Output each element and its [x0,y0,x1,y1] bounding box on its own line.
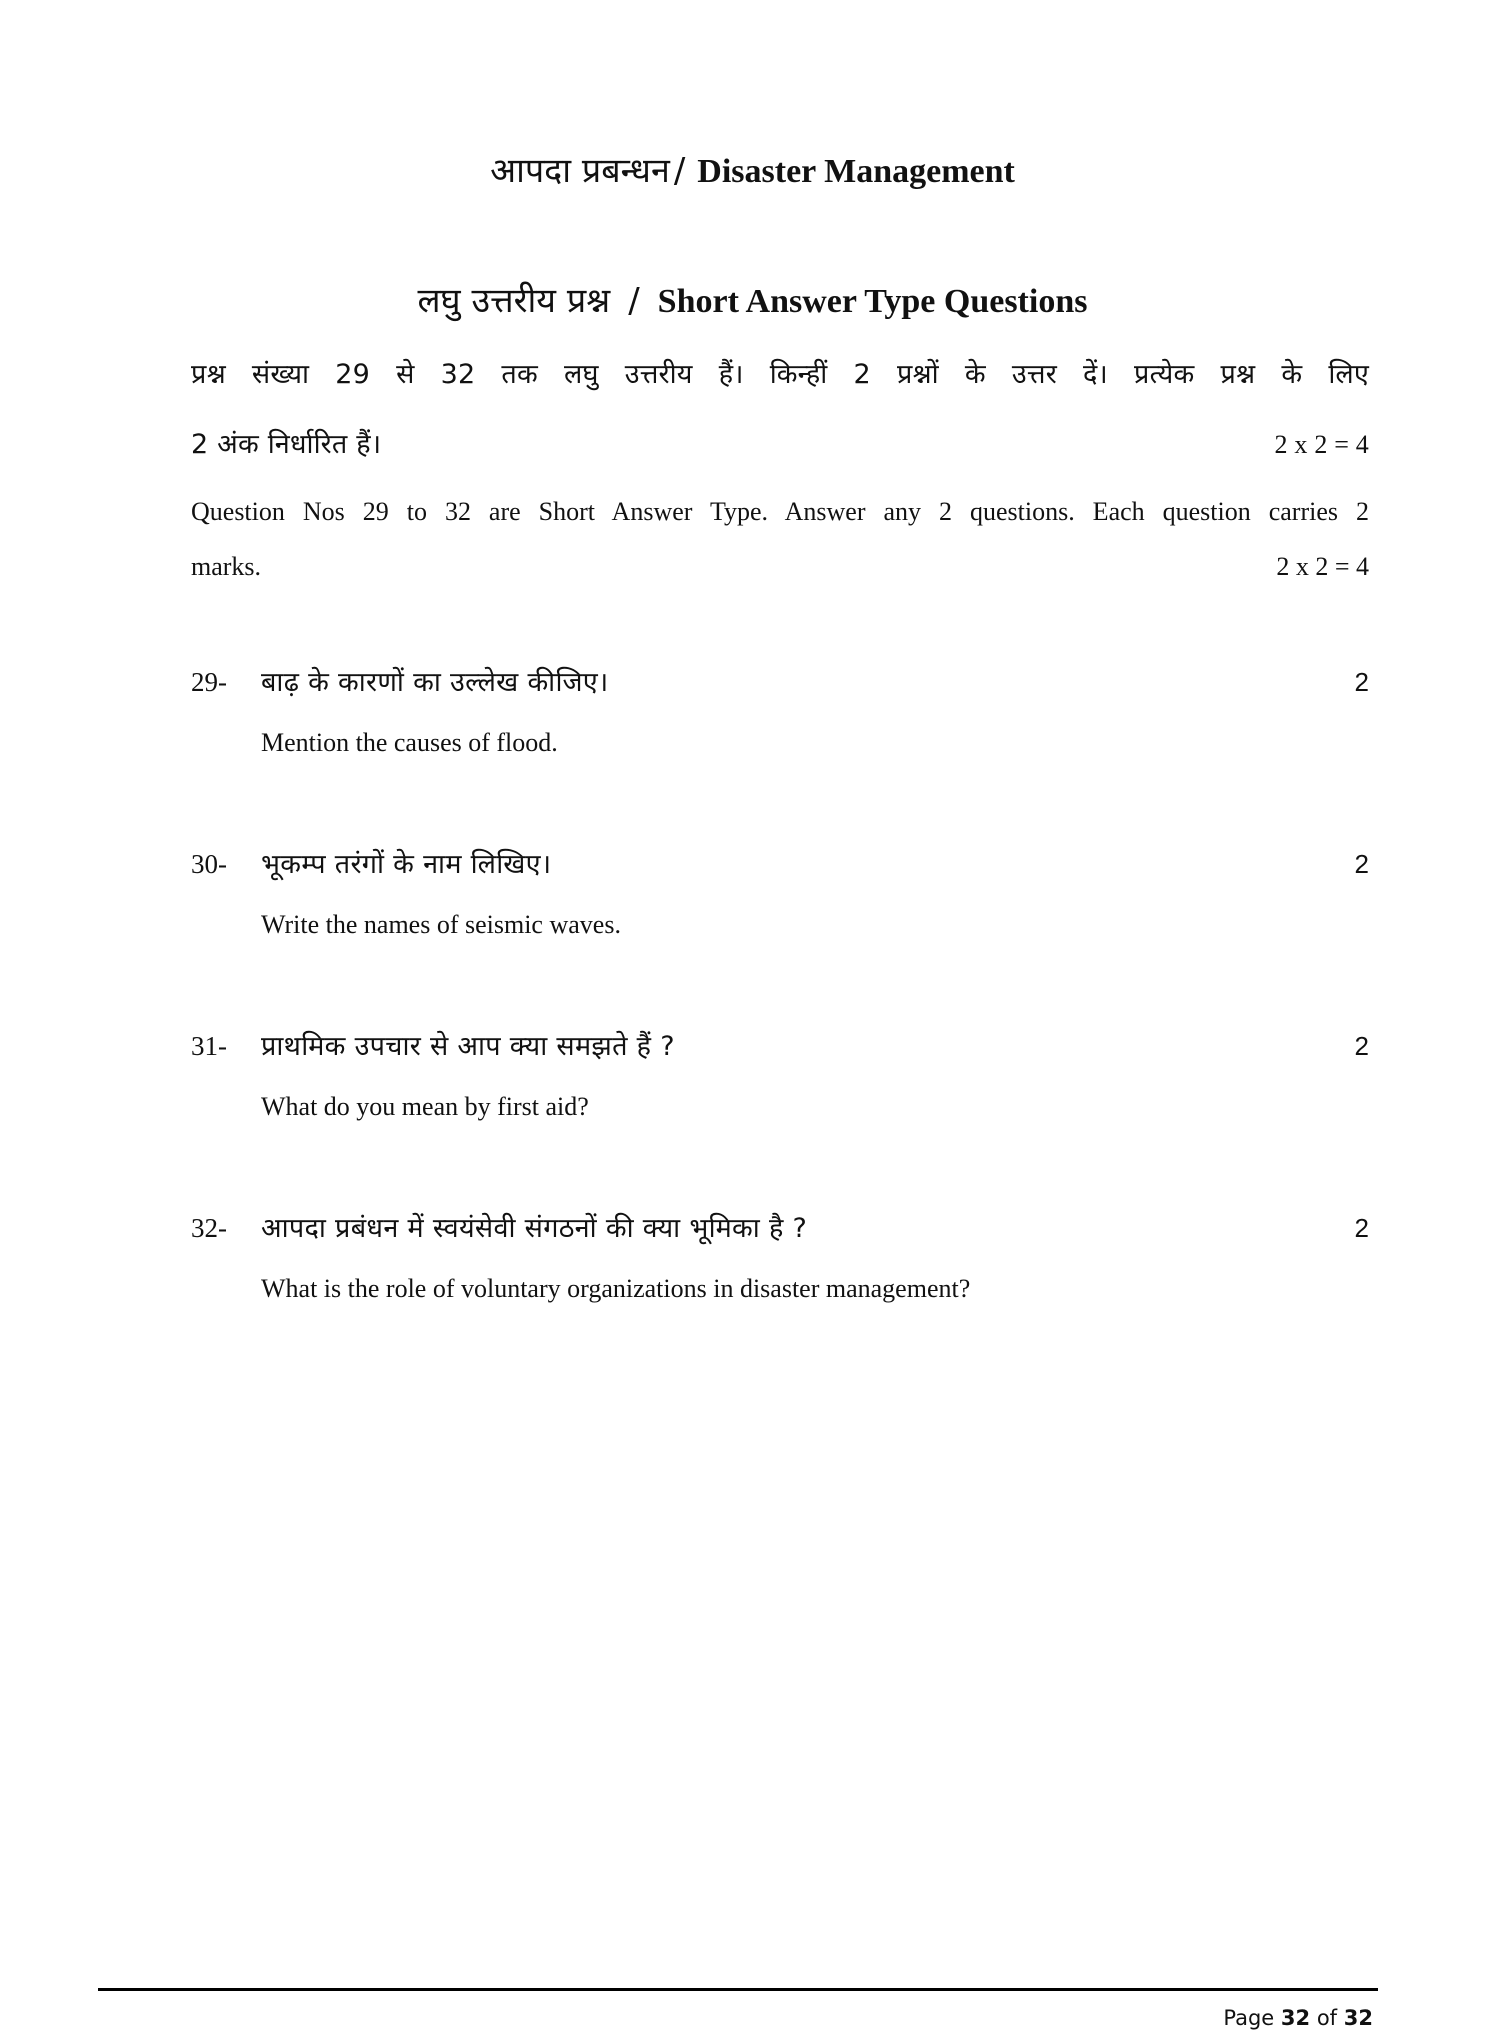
question-text-hindi: बाढ़ के कारणों का उल्लेख कीजिए। [261,667,609,698]
question-text-english: What do you mean by first aid? [261,1092,589,1121]
question-marks: 2 [1354,849,1369,879]
page-title [0,146,1505,192]
question-marks: 2 [1354,667,1369,697]
question-31 [191,1026,1369,1122]
page-number [1223,2006,1373,2030]
question-number: 30- [191,849,227,879]
title-separator: / [673,151,686,191]
page-of: of [1316,2006,1338,2030]
instructions-hindi [191,340,1369,480]
section-title-english: Short Answer Type Questions [657,283,1088,320]
instructions-english [191,484,1369,594]
question-text-hindi: भूकम्प तरंगों के नाम लिखिए। [261,849,552,880]
section-title [0,276,1505,322]
question-marks: 2 [1354,1031,1369,1061]
instructions-english-line-2 [191,539,1369,594]
question-text-english: Mention the causes of flood. [261,728,558,757]
instructions-hindi-line-1: प्रश्न संख्या 29 से 32 तक लघु उत्तरीय हैं। किन्हीं 2 प्रश्नों के उत्तर दें। प्रत्येक प्रश्न के लिए [191,359,1369,390]
instructions-hindi-line-2 [191,410,1369,480]
instructions-english-marks: 2 x 2 = 4 [1276,552,1369,581]
question-text-english: What is the role of voluntary organizations in disaster management? [261,1274,971,1303]
instructions-english-line-1: Question Nos 29 to 32 are Short Answer Type. Answer any 2 questions. Each question carries 2 [191,497,1369,526]
question-number: 29- [191,667,227,697]
instructions-hindi-marks: 2 x 2 = 4 [1274,430,1369,459]
section-title-separator: / [628,281,640,321]
total-pages: 32 [1343,2006,1373,2030]
page-title-hindi: आपदा प्रबन्धन [490,151,670,191]
question-number: 32- [191,1213,227,1243]
page-prefix: Page [1223,2006,1275,2030]
question-30 [191,844,1369,940]
footer-divider [98,1988,1378,1991]
question-text-hindi: प्राथमिक उपचार से आप क्या समझते हैं ? [261,1031,675,1062]
current-page: 32 [1280,2006,1311,2030]
question-text-english: Write the names of seismic waves. [261,910,621,939]
question-marks: 2 [1354,1213,1369,1243]
question-32 [191,1208,1369,1304]
instructions-english-text: marks. [191,552,262,581]
section-title-hindi: लघु उत्तरीय प्रश्न [417,281,611,321]
instructions-hindi-text: 2 अंक निर्धारित हैं। [191,429,382,460]
question-number: 31- [191,1031,227,1061]
page-title-english: Disaster Management [697,153,1015,190]
question-29 [191,662,1369,758]
question-text-hindi: आपदा प्रबंधन में स्वयंसेवी संगठनों की क्या भूमिका है ? [261,1213,808,1244]
